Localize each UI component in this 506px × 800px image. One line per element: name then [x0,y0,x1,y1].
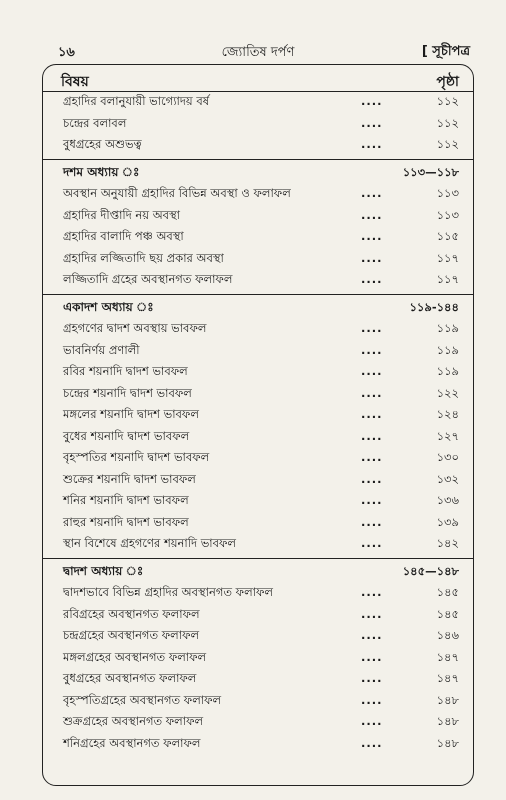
entry-page-number: ১১৯ [436,321,459,335]
entry-page-number: ১৩০ [436,450,459,464]
contents-entry [43,269,473,291]
leader-dots: .... [361,514,383,529]
leader-dots: .... [361,137,383,151]
entry-title: শুক্রগ্রহের অবস্থানগত ফলাফল [63,714,204,728]
entry-page-number: ১৪৮ [436,735,459,750]
contents-entry [43,711,473,733]
entry-page-number: ১১৯ [436,342,459,357]
contents-entry [43,205,473,227]
leader-dots: .... [361,342,383,357]
entry-page-number: ১৪৮ [436,692,459,707]
contents-entry [43,361,473,383]
entry-title: রাহুর শয়নাদি দ্বাদশ ভাবফল [63,514,189,529]
chapter-page-range: ১১৯-১৪৪ [409,299,459,314]
entry-page-number: ১৪৮ [436,714,459,728]
chapter-page-range: ১৪৫—১৪৮ [402,563,459,578]
leader-dots: .... [361,94,383,108]
entry-page-number: ১১২ [436,94,459,108]
entry-title: গ্রহাদির দীপ্তাদি নয় অবস্থা [63,207,181,222]
leader-dots: .... [361,207,383,222]
contents-entry [43,533,473,555]
entry-page-number: ১১২ [436,115,459,130]
leader-dots: .... [361,714,383,728]
entry-page-number: ১১৩ [436,207,459,222]
leader-dots: .... [361,735,383,750]
leader-dots: .... [361,229,383,243]
entry-page-number: ১১৯ [436,364,459,378]
contents-entry [43,183,473,205]
entry-title: অবস্থান অনুযায়ী গ্রহাদির বিভিন্ন অবস্থা ও ফলাফল [63,186,291,200]
entry-page-number: ১৩৯ [436,514,459,529]
leader-dots: .... [361,671,383,685]
entry-page-number: ১৪৭ [436,649,459,664]
leader-dots: .... [361,471,383,486]
leader-dots: .... [361,272,383,286]
contents-entry [43,469,473,491]
contents-entry [43,668,473,690]
entry-page-number: ১২৭ [436,428,459,443]
contents-entry [43,512,473,534]
entry-page-number: ১৪২ [436,536,459,550]
leader-dots: .... [361,385,383,400]
entry-title: বৃহস্পতির শয়নাদি দ্বাদশ ভাবফল [63,450,210,464]
entry-title: শনিগ্রহের অবস্থানগত ফলাফল [63,735,201,750]
chapter-heading-row [43,162,473,184]
entry-page-number: ১৪৫ [436,585,459,599]
entry-title: রবিগ্রহের অবস্থানগত ফলাফল [63,606,200,621]
entry-title: গ্রহাদির বলানুযায়ী ভাগ্যোদয় বর্ষ [63,94,210,108]
entry-page-number: ১৪৭ [436,671,459,685]
entry-title: গ্রহাদির বালাদি পঞ্চ অবস্থা [63,229,184,243]
leader-dots: .... [361,250,383,265]
chapter-heading-row [43,561,473,583]
entry-title: গ্রহাদির লজ্জিতাদি ছয় প্রকার অবস্থা [63,250,224,265]
entry-page-number: ১১৩ [436,186,459,200]
entry-title: গ্রহগণের দ্বাদশ অবস্থায় ভাবফল [63,321,207,335]
leader-dots: .... [361,692,383,707]
entry-page-number: ১১২ [436,137,459,151]
contents-entry [43,604,473,626]
contents-entry [43,625,473,647]
book-title: জ্যোতিষ দর্পণ [221,45,295,60]
section-label: [ সূচীপত্র [421,44,470,59]
entry-title: মঙ্গলগ্রহের অবস্থানগত ফলাফল [63,649,207,664]
contents-table [42,64,474,786]
contents-entry [43,647,473,669]
entry-title: বুধের শয়নাদি দ্বাদশ ভাবফল [63,428,190,443]
chapter-title: দ্বাদশ অধ্যায় ঃ [63,563,144,578]
entry-page-number: ১২২ [436,385,459,400]
leader-dots: .... [361,536,383,550]
contents-entry [43,134,473,156]
chapter-title: দশম অধ্যায় ঃ [63,164,140,179]
entry-page-number: ১২৪ [436,407,459,421]
entry-page-number: ১৪৫ [436,606,459,621]
leader-dots: .... [361,428,383,443]
leader-dots: .... [361,585,383,599]
entry-page-number: ১১৭ [436,250,459,265]
contents-entry [43,113,473,135]
entry-title: চন্দ্রের বলাবল [63,115,127,130]
entry-title: চন্দ্রের শয়নাদি দ্বাদশ ভাবফল [63,385,192,400]
entry-page-number: ১১৫ [436,229,459,243]
leader-dots: .... [361,649,383,664]
chapter-page-range: ১১৩—১১৮ [402,164,459,179]
table-header [43,65,473,92]
contents-entry [43,248,473,270]
page-column-header: পৃষ্ঠা [436,74,459,90]
entry-page-number: ১৩৬ [436,493,459,507]
contents-entry [43,340,473,362]
leader-dots: .... [361,115,383,130]
leader-dots: .... [361,407,383,421]
contents-entry [43,426,473,448]
leader-dots: .... [361,606,383,621]
entry-title: স্থান বিশেষে গ্রহগণের শয়নাদি ভাবফল [63,536,236,550]
contents-entry [43,733,473,755]
contents-entry [43,690,473,712]
contents-entry [43,582,473,604]
leader-dots: .... [361,321,383,335]
entry-title: ভাবনির্ণয় প্রণালী [63,342,140,357]
entry-title: শুক্রের শয়নাদি দ্বাদশ ভাবফল [63,471,196,486]
entry-title: দ্বাদশভাবে বিভিন্ন গ্রহাদির অবস্থানগত ফলাফল [63,585,273,599]
entry-title: বুধগ্রহের অশুভত্ব [63,137,142,151]
entry-title: লজ্জিতাদি গ্রহের অবস্থানগত ফলাফল [63,272,233,286]
chapter-title: একাদশ অধ্যায় ঃ [63,299,154,314]
chapter-heading-row [43,297,473,319]
contents-entry [43,226,473,248]
contents-entry [43,404,473,426]
entry-page-number: ১৪৬ [436,628,459,642]
leader-dots: .... [361,450,383,464]
subject-column-header: বিষয় [61,74,89,90]
page-number: ১৬ [58,45,75,60]
contents-entry [43,383,473,405]
running-header [42,40,474,64]
contents-entry [43,490,473,512]
contents-entry [43,91,473,113]
entry-title: শনির শয়নাদি দ্বাদশ ভাবফল [63,493,189,507]
entry-title: বৃহস্পতিগ্রহের অবস্থানগত ফলাফল [63,692,222,707]
leader-dots: .... [361,364,383,378]
entry-title: বুধগ্রহের অবস্থানগত ফলাফল [63,671,197,685]
leader-dots: .... [361,186,383,200]
entry-title: চন্দ্রগ্রহের অবস্থানগত ফলাফল [63,628,200,642]
entry-title: রবির শয়নাদি দ্বাদশ ভাবফল [63,364,188,378]
contents-rows [43,91,473,754]
entry-title: মঙ্গলের শয়নাদি দ্বাদশ ভাবফল [63,407,199,421]
contents-entry [43,447,473,469]
leader-dots: .... [361,628,383,642]
entry-page-number: ১১৭ [436,272,459,286]
contents-entry [43,318,473,340]
leader-dots: .... [361,493,383,507]
entry-page-number: ১৩২ [436,471,459,486]
